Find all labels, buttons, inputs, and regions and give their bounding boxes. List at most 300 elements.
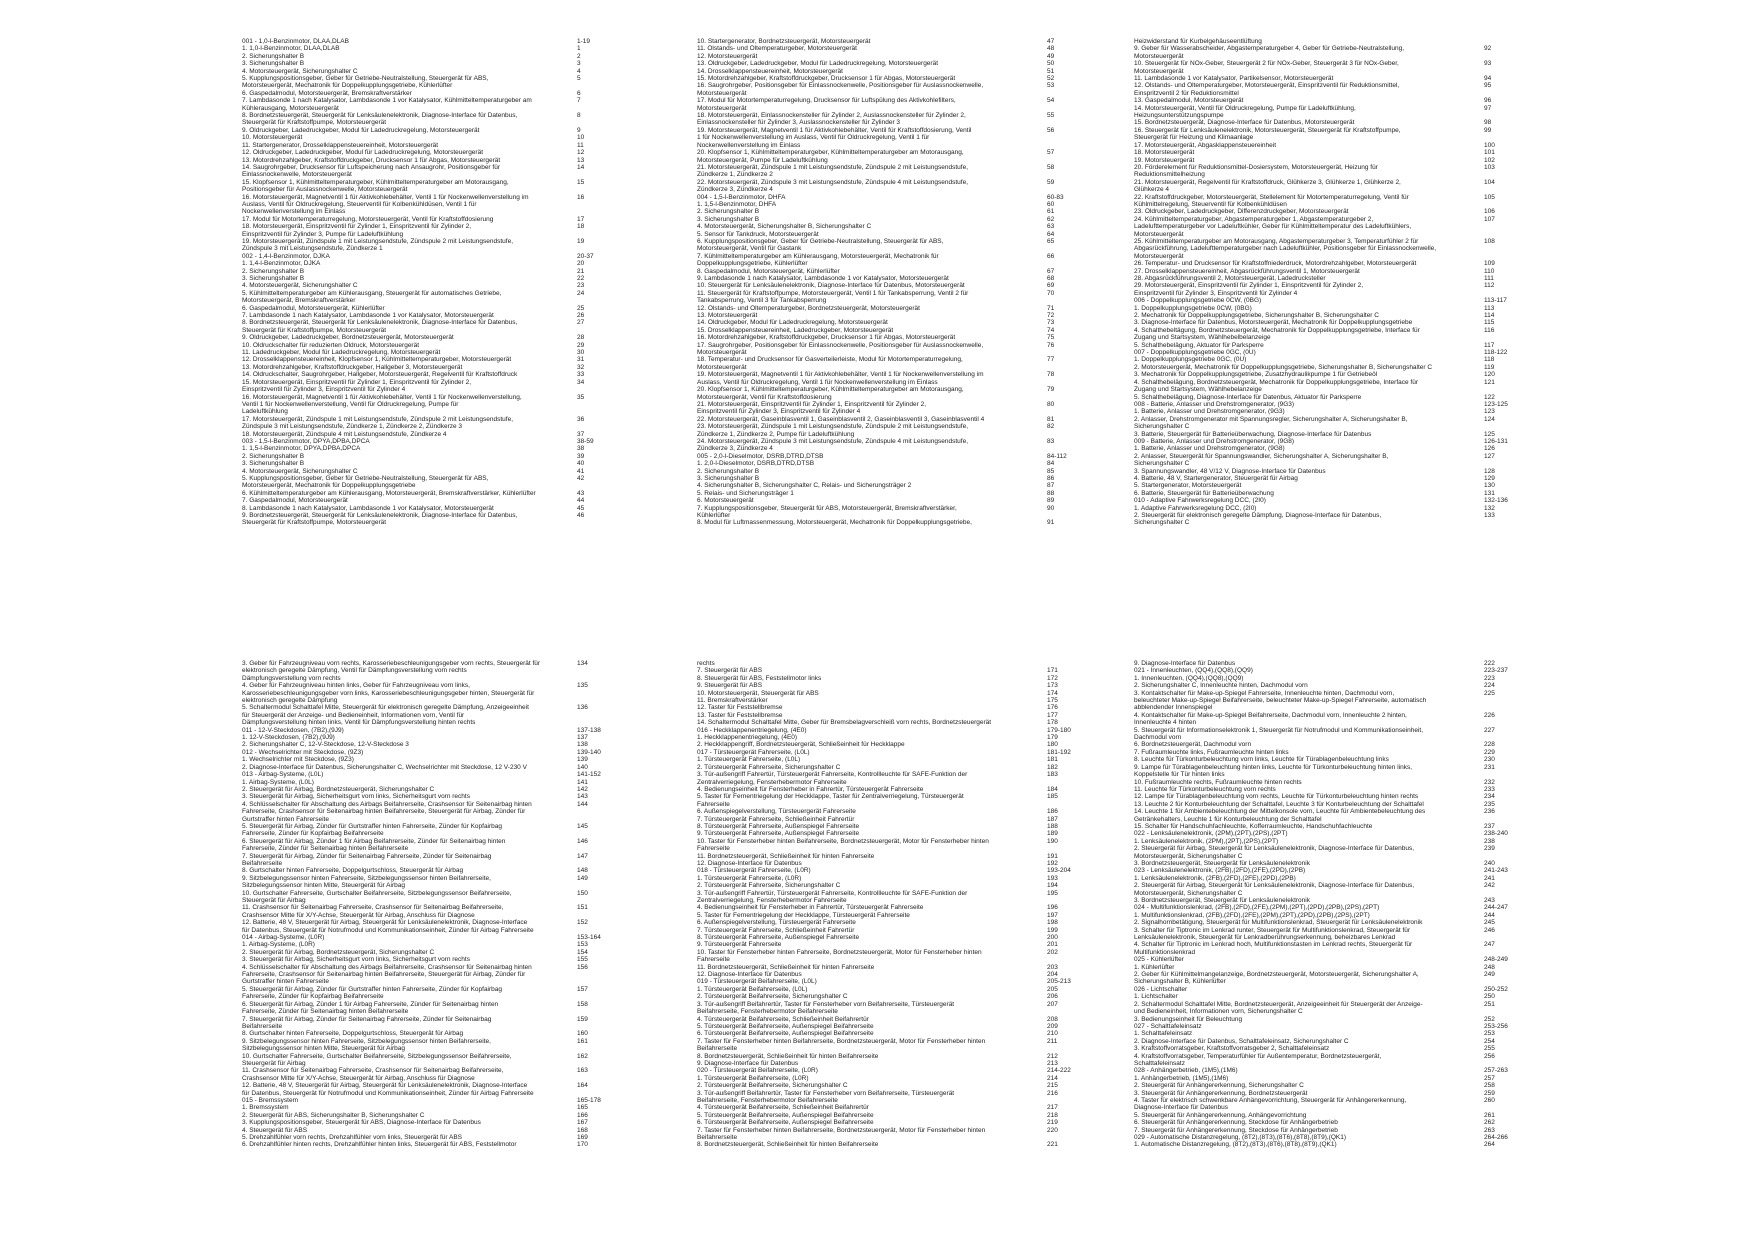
index-entry	[242, 97, 622, 104]
entry-page-number: 220	[1047, 1126, 1058, 1134]
index-entry	[242, 468, 622, 475]
index-entry	[242, 60, 622, 67]
entry-page-number: 169	[577, 1134, 588, 1141]
entry-text: 8. Gurtschalter hinten Fahrerseite, Doppelgurtschloss, Steuergerät für Airbag	[242, 1030, 464, 1038]
index-entry	[1134, 1008, 1529, 1015]
index-entry	[1134, 808, 1529, 815]
entry-text: 6. Türsteuergerät Beifahrerseite, Außenspiegel Beifahrerseite	[697, 1030, 874, 1038]
entry-text: 027 - Schalttafeleinsatz	[1134, 1022, 1202, 1030]
index-entry	[242, 675, 622, 682]
index-entry	[242, 816, 622, 823]
entry-page-number: 236	[1484, 808, 1495, 816]
entry-page-number: 230	[1484, 756, 1495, 764]
index-entry	[697, 1053, 1092, 1060]
entry-text: 1. 12-V-Steckdosen, (7B2),(9J9)	[242, 734, 335, 742]
index-entry	[1134, 312, 1529, 319]
entry-text: 8. Bordnetzsteuergerät, Steuergerät für Lenksäulenelektronik, Diagnose-Interface für Datenbus,	[242, 319, 518, 327]
entry-page-number: 206	[1047, 993, 1058, 1001]
entry-page-number: 104	[1484, 178, 1495, 186]
entry-text: 12. Batterie, 48 V, Steuergerät für Airbag, Steuergerät für Lenksäulenelektronik, Diagnose-Interface	[242, 1082, 528, 1090]
index-entry	[697, 445, 1092, 452]
entry-page-number: 28	[577, 334, 585, 342]
index-entry	[242, 682, 622, 689]
index-entry	[1134, 897, 1529, 904]
entry-page-number: 54	[1047, 97, 1055, 105]
entry-text: 3. Bordnetzsteuergerät, Steuergerät für Lenksäulenelektronik	[1134, 897, 1310, 904]
entry-text: 026 - Lichtschalter	[1134, 985, 1188, 993]
entry-page-number: 245	[1484, 919, 1495, 927]
entry-text: 23. Öldruckgeber, Ladedruckgeber, Differenzdruckgeber, Motorsteuergerät	[1134, 208, 1349, 216]
index-entry	[242, 978, 622, 985]
index-entry	[697, 904, 1092, 911]
entry-text: 2. Steuergerät für Airbag, Bordnetzsteuergerät, Sicherungshalter C	[242, 948, 435, 956]
index-entry	[1134, 342, 1529, 349]
entry-page-number	[1047, 779, 1092, 786]
entry-page-number	[577, 208, 622, 215]
entry-page-number: 232	[1484, 778, 1495, 786]
entry-text: Steuergerät für Kraftstoffpumpe, Motorsteuergerät	[242, 519, 387, 527]
entry-text: 1. 1,0-l-Benzinmotor, DLAA,DLAB	[242, 45, 340, 53]
index-entry	[242, 971, 622, 978]
entry-text: 22. Kraftstoffdruckgeber, Motorsteuergerät, Stellelement für Motortemperaturregelung, Ventil für	[1134, 193, 1409, 201]
entry-page-number: 67	[1047, 267, 1055, 275]
index-entry	[697, 312, 1092, 319]
entry-page-number: 190	[1047, 837, 1058, 845]
entry-text: 16. Motorsteuergerät, Magnetventil 1 für Aktivkohlebehälter, Ventil 1 für Nockenwellenverstellung,	[242, 393, 522, 401]
entry-page-number: 10	[577, 134, 585, 142]
index-entry	[242, 68, 622, 75]
entry-page-number: 237	[1484, 822, 1495, 830]
entry-text: 2. Türsteuergerät Fahrerseite, Sicherungshalter C	[697, 763, 841, 771]
entry-page-number: 124	[1484, 415, 1495, 423]
entry-text: 18. Temperatur- und Drucksensor für Gasverteilerleiste, Modul für Motortemperaturregelung,	[697, 356, 963, 364]
entry-page-number	[1484, 423, 1529, 430]
entry-text: 2. Sicherungshalter B	[242, 452, 305, 460]
index-entry	[1134, 334, 1529, 341]
entry-text: 2. Sicherungshalter B	[242, 52, 305, 60]
entry-page-number: 257	[1484, 1074, 1495, 1082]
index-entry	[242, 512, 622, 519]
entry-text: 3. Sicherungshalter B	[697, 215, 760, 223]
entry-text: Zündspule 3 mit Leistungsendstufe, Zündkerze 1, Zündkerze 2, Zündkerze 3	[242, 423, 463, 431]
entry-page-number: 165-178	[577, 1096, 601, 1104]
index-entry	[697, 964, 1092, 971]
entry-text: 7. Steuergerät für Anhängererkennung, Steckdose für Anhängerbetrieb	[1134, 1126, 1338, 1134]
entry-page-number: 59	[1047, 178, 1055, 186]
entry-page-number	[1047, 297, 1092, 304]
entry-text: elektronisch geregelte Dämpfung	[242, 697, 338, 705]
entry-text: Dachmodul vorn	[1134, 734, 1182, 742]
index-entry	[1134, 349, 1529, 356]
entry-text: 1. 1,5-l-Benzinmotor, DHFA	[697, 200, 777, 208]
entry-text: 3. Tür-außengriff Fahrertür, Türsteuergerät Fahrerseite, Kontrollleuchte für SAFE-Funktion der	[697, 771, 968, 779]
entry-page-number: 217	[1047, 1104, 1058, 1112]
entry-page-number: 139-140	[577, 748, 601, 756]
index-entry	[242, 756, 622, 763]
index-entry	[242, 223, 622, 230]
entry-page-number	[1047, 134, 1092, 141]
index-entry	[1134, 482, 1529, 489]
entry-page-number: 12	[577, 149, 585, 157]
index-entry	[697, 282, 1092, 289]
entry-text: 4. Schlüsselschalter für Abschaltung des Airbags Beifahrerseite, Crashsensor für Seitenairbag hinten	[242, 800, 532, 808]
entry-text: 6. Türsteuergerät Beifahrerseite, Außenspiegel Beifahrerseite	[697, 1119, 874, 1127]
entry-text: 14. Schaltermodul Schalttafel Mitte, Geber für Bremsbelagverschleiß vorn rechts, Bordnetzsteuergerät	[697, 719, 992, 727]
entry-text: 18. Motorsteuergerät	[1134, 149, 1195, 157]
entry-page-number: 112	[1484, 282, 1495, 290]
entry-page-number: 126-131	[1484, 437, 1508, 445]
entry-text: 19. Motorsteuergerät	[1134, 156, 1195, 164]
entry-page-number: 222	[1484, 660, 1495, 667]
index-entry	[697, 112, 1092, 119]
entry-text: 11. Bordnetzsteuergerät, Schließeinheit für hinten Fahrerseite	[697, 852, 875, 860]
index-entry	[697, 149, 1092, 156]
entry-text: 1. Anhängerbetrieb, (1M5),(1M6)	[1134, 1074, 1229, 1082]
index-entry	[697, 1141, 1092, 1148]
entry-text: 1. Lichtschalter	[1134, 993, 1178, 1001]
entry-text: 12. Drosselklappensteuereinheit, Klopfsensor 1, Kühlmitteltemperaturgeber, Motorsteuergerät	[242, 356, 512, 364]
entry-page-number: 93	[1484, 60, 1492, 68]
entry-text: 2. Steuergerät für Airbag, Bordnetzsteuergerät, Sicherungshalter C	[242, 785, 435, 793]
entry-text: 3. Tür-außengriff Fahrertür, Türsteuergerät Fahrerseite, Kontrollleuchte für SAFE-Funktion der	[697, 889, 968, 897]
entry-page-number: 60-83	[1047, 193, 1064, 201]
entry-text: 2. Steuergerät für Airbag, Steuergerät für Lenksäulenelektronik, Diagnose-Interface für Datenbus,	[1134, 845, 1415, 853]
entry-text: 6. Steuergerät für Airbag, Zünder 1 für Airbag Beifahrerseite, Zünder für Seitenairbag hinten	[242, 837, 506, 845]
entry-page-number	[1047, 845, 1092, 852]
entry-page-number: 66	[1047, 252, 1055, 260]
index-entry	[1134, 68, 1529, 75]
index-entry	[242, 38, 622, 45]
index-entry	[242, 1097, 622, 1104]
entry-page-number	[577, 808, 622, 815]
index-entry	[242, 238, 622, 245]
entry-page-number: 188	[1047, 822, 1058, 830]
entry-page-number: 212	[1047, 1052, 1058, 1060]
index-entry	[242, 282, 622, 289]
index-entry	[1134, 253, 1529, 260]
entry-text: 022 - Lenksäulenelektronik, (2PM),(2PT),(2PS),(2PT)	[1134, 830, 1288, 838]
entry-text: 5. Steuergerät für Airbag, Zünder für Gurtstraffer hinten Fahrerseite, Zünder für Kopfairbag	[242, 822, 503, 830]
entry-text: 7. Taster für Fensterheber hinten Beifahrerseite, Bordnetzsteuergerät, Motor für Fensterheber hinten	[697, 1126, 986, 1134]
entry-page-number	[1047, 431, 1092, 438]
index-entry	[697, 845, 1092, 852]
entry-text: Sicherungshalter C	[1134, 460, 1190, 468]
entry-page-number: 76	[1047, 341, 1055, 349]
index-entry	[242, 342, 622, 349]
entry-page-number	[1047, 1045, 1092, 1052]
entry-page-number: 166	[577, 1111, 588, 1119]
index-entry	[242, 927, 622, 934]
entry-page-number: 126	[1484, 445, 1495, 453]
index-entry	[242, 882, 622, 889]
index-entry	[697, 956, 1092, 963]
entry-page-number	[577, 408, 622, 415]
entry-text: 3. Steuergerät für Airbag, Sicherheitsgurt vorn links, Sicherheitsgurt vorn rechts	[242, 956, 470, 964]
entry-page-number	[1484, 697, 1529, 704]
index-entry	[242, 1127, 622, 1134]
entry-text: 13. Gaspedalmodul, Motorsteuergerät	[1134, 97, 1244, 105]
entry-text: 5. Steuergerät für Informationselektronik 1, Steuergerät für Notrufmodul und Kommunikationseinheit,	[1134, 726, 1424, 734]
entry-text: 4. Kontaktschalter für Make-up-Spiegel Beifahrerseite, Dachmodul vorn, Innenleuchte 2 hinten,	[1134, 711, 1407, 719]
index-entry	[1134, 1067, 1529, 1074]
index-entry	[1134, 719, 1529, 726]
entry-page-number: 233	[1484, 785, 1495, 793]
index-column	[242, 38, 622, 527]
entry-page-number: 100	[1484, 141, 1495, 149]
entry-page-number	[1047, 171, 1092, 178]
entry-page-number: 6	[577, 89, 581, 97]
entry-page-number: 203	[1047, 963, 1058, 971]
entry-page-number: 227	[1484, 726, 1495, 734]
index-entry	[1134, 149, 1529, 156]
entry-text: Koppelstelle für Tür hinten links	[1134, 771, 1225, 779]
index-entry	[697, 793, 1092, 800]
index-entry	[242, 1030, 622, 1037]
entry-text: 011 - 12-V-Steckdosen, (7B2),(9J9)	[242, 726, 344, 734]
entry-page-number: 16	[577, 193, 585, 201]
entry-text: Fahrerseite	[697, 800, 730, 808]
index-entry	[242, 697, 622, 704]
entry-page-number: 198	[1047, 919, 1058, 927]
entry-page-number: 83	[1047, 437, 1055, 445]
index-entry	[697, 1023, 1092, 1030]
entry-text: beleuchteter Make-up-Spiegel Beifahrerseite, beleuchteter Make-up-Spiegel Fahrerseite, automatisch	[1134, 697, 1427, 705]
index-entry	[697, 423, 1092, 430]
index-entry	[697, 1038, 1092, 1045]
index-entry	[242, 1053, 622, 1060]
entry-text: 19. Motorsteuergerät, Magnetventil 1 für Aktivkohlebehälter, Ventil für Kraftstoffdosierung, Ventil	[697, 126, 972, 134]
index-entry	[242, 312, 622, 319]
index-entry	[1134, 431, 1529, 438]
entry-page-number	[1484, 978, 1529, 985]
entry-text: 7. Kupplungspositionsgeber, Steuergerät für ABS, Motorsteuergerät, Bremskraftverstärker,	[697, 504, 957, 512]
entry-text: Einspritzventil für Zylinder 3, Pumpe für Ladeluftkühlung	[242, 230, 404, 238]
entry-text: Fahrerseite, Zünder für Kopfairbag Beifahrerseite	[242, 993, 384, 1001]
index-entry	[1134, 423, 1529, 430]
entry-text: Fahrerseite, Zünder für Seitenairbag hinten Beifahrerseite	[242, 845, 409, 853]
entry-page-number: 2	[577, 52, 581, 60]
entry-text: Zentralverriegelung, Fensterhebermotor Fahrerseite	[697, 897, 847, 904]
entry-page-number: 24	[577, 289, 585, 297]
index-entry	[242, 349, 622, 356]
entry-page-number: 152	[577, 919, 588, 927]
entry-page-number	[1484, 245, 1529, 252]
index-entry	[697, 734, 1092, 741]
entry-text: Fahrerseite, Crashsensor für Seitenairbag hinten Beifahrerseite, Steuergerät für Airbag, Zünder für	[242, 971, 526, 979]
entry-page-number	[1484, 704, 1529, 711]
index-entry	[1134, 667, 1529, 674]
entry-text: 1. Airbag-Systeme, (L0L)	[242, 778, 314, 786]
index-entry	[1134, 853, 1529, 860]
entry-text: 24. Motorsteuergerät, Zündspule 3 mit Leistungsendstufe, Zündspule 4 mit Leistungsendstufe,	[697, 437, 968, 445]
index-entry	[697, 356, 1092, 363]
entry-text: 3. Sicherungshalter B	[242, 60, 305, 68]
entry-text: Einlassnockensteller für Zylinder 3, Auslassnockensteller für Zylinder 3	[697, 119, 901, 127]
entry-text: Motorsteuergerät, Ventil für Gastank	[697, 245, 802, 253]
entry-text: abblendender Innenspiegel	[1134, 704, 1213, 712]
entry-page-number: 17	[577, 215, 585, 223]
index-entry	[697, 431, 1092, 438]
entry-page-number: 63	[1047, 223, 1055, 231]
entry-page-number: 239	[1484, 845, 1495, 853]
entry-text: Auslass, Ventil für Öldruckregelung, Steuerventil für Kolbenkühldüsen, Ventil 1 für	[242, 200, 477, 208]
entry-text: 15. Klopfsensor 1, Kühlmitteltemperaturgeber, Kühlmitteltemperaturgeber am Motorausgang,	[242, 178, 509, 186]
entry-text: 5. Steuergerät für Airbag, Zünder für Gurtstraffer hinten Fahrerseite, Zünder für Kopfairbag	[242, 985, 503, 993]
entry-page-number	[1484, 231, 1529, 238]
index-entry	[242, 1001, 622, 1008]
entry-text: 002 - 1,4-l-Benzinmotor, DJKA	[242, 252, 330, 260]
entry-page-number: 58	[1047, 163, 1055, 171]
index-entry	[1134, 208, 1529, 215]
entry-page-number: 181-192	[1047, 748, 1071, 756]
entry-page-number: 132	[1484, 504, 1495, 512]
index-entry	[697, 986, 1092, 993]
entry-text: Fahrerseite, Zünder für Kopfairbag Beifahrerseite	[242, 830, 384, 838]
entry-text: Beifahrerseite, Fensterhebermotor Beifahrerseite	[697, 1008, 838, 1016]
entry-page-number: 33	[577, 371, 585, 379]
index-entry	[242, 334, 622, 341]
entry-text: 2. Steuergerät für elektronisch geregelte Dämpfung, Diagnose-Interface für Datenbus,	[1134, 512, 1382, 519]
entry-text: 023 - Lenksäulenelektronik, (2FB),(2FD),(2FE),(2PD),(2PB)	[1134, 867, 1306, 875]
index-entry	[1134, 157, 1529, 164]
index-entry	[697, 394, 1092, 401]
index-entry	[1134, 97, 1529, 104]
entry-text: Zündspule 3 mit Leistungsendstufe, Zündkerze 1	[242, 245, 383, 253]
index-entry	[242, 793, 622, 800]
index-entry	[1134, 408, 1529, 415]
index-entry	[242, 208, 622, 215]
entry-page-number: 214	[1047, 1074, 1058, 1082]
index-entry	[1134, 119, 1529, 126]
index-entry	[242, 712, 622, 719]
entry-page-number	[577, 482, 622, 489]
index-entry	[242, 875, 622, 882]
entry-text: 12. Ölstands- und Öltemperaturgeber, Bordnetzsteuergerät, Motorsteuergerät	[697, 304, 920, 312]
entry-page-number	[577, 171, 622, 178]
index-entry	[697, 941, 1092, 948]
index-entry	[697, 919, 1092, 926]
index-entry	[1134, 1060, 1529, 1067]
entry-text: 005 - 2,0-l-Dieselmotor, DSRB,DTRD,DTSB	[697, 452, 824, 460]
index-entry	[697, 786, 1092, 793]
entry-page-number: 115	[1484, 319, 1495, 327]
entry-text: Nockenwellenverstellung im Einlass	[242, 208, 346, 216]
index-entry	[242, 1045, 622, 1052]
entry-page-number: 258	[1484, 1082, 1495, 1090]
entry-page-number: 205-213	[1047, 978, 1071, 986]
index-entry	[242, 127, 622, 134]
entry-text: Zündkerze 1, Zündkerze 2	[697, 171, 773, 179]
index-entry	[242, 719, 622, 726]
entry-text: 3. Bordnetzsteuergerät, Steuergerät für Lenksäulenelektronik	[1134, 859, 1310, 867]
entry-text: Gurtstraffer hinten Fahrerseite	[242, 815, 329, 823]
index-entry	[697, 75, 1092, 82]
entry-page-number	[1484, 816, 1529, 823]
entry-page-number	[1484, 223, 1529, 230]
index-entry	[242, 764, 622, 771]
entry-page-number: 144	[577, 800, 588, 808]
index-entry	[697, 490, 1092, 497]
entry-text: 15. Schalter für Handschuhfachleuchte, Kofferraumleuchte, Handschuhfachleuchte	[1134, 822, 1373, 830]
index-entry	[242, 808, 622, 815]
entry-text: 7. Lambdasonde 1 nach Katalysator, Lambdasonde 1 vor Katalysator, Motorsteuergerät	[242, 312, 494, 320]
entry-page-number	[577, 816, 622, 823]
entry-text: Crashsensor Mitte für X/Y-Achse, Steuergerät für Airbag, Anschluss für Diagnose	[242, 911, 475, 919]
entry-text: 4. Bedienungseinheit für Fensterheber in Fahrertür, Türsteuergerät Fahrerseite	[697, 904, 924, 912]
entry-page-number	[1047, 379, 1092, 386]
index-entry	[697, 260, 1092, 267]
entry-page-number: 82	[1047, 423, 1055, 431]
entry-page-number: 263	[1484, 1126, 1495, 1134]
entry-page-number: 155	[577, 956, 588, 964]
index-entry	[242, 801, 622, 808]
index-entry	[242, 867, 622, 874]
entry-text: 3. Kontaktschalter für Make-up-Spiegel Fahrerseite, Innenleuchte hinten, Dachmodul vorn,	[1134, 689, 1395, 697]
entry-page-number: 49	[1047, 52, 1055, 60]
entry-page-number: 158	[577, 1000, 588, 1008]
entry-text: 5. Kupplungspositionsgeber, Geber für Getriebe-Neutralstellung, Steuergerät für ABS,	[242, 474, 489, 482]
entry-page-number	[577, 993, 622, 1000]
entry-page-number	[1484, 334, 1529, 341]
entry-page-number	[1484, 186, 1529, 193]
index-entry	[1134, 297, 1529, 304]
entry-text: für Steuergerät der Anzeige- und Bedieneinheit, Informationen vorn, Ventil für	[242, 711, 465, 719]
entry-text: 25. Kühlmitteltemperaturgeber am Motorausgang, Abgastemperaturgeber 3, Temperaturfühler 2 für	[1134, 237, 1419, 245]
entry-page-number	[1047, 897, 1092, 904]
entry-page-number: 153	[577, 941, 588, 949]
entry-page-number: 65	[1047, 237, 1055, 245]
entry-page-number: 5	[577, 75, 581, 83]
index-entry	[242, 119, 622, 126]
entry-page-number: 32	[577, 363, 585, 371]
index-entry	[697, 741, 1092, 748]
entry-page-number: 80	[1047, 400, 1055, 408]
entry-text: 020 - Türsteuergerät Beifahrerseite, (L0R)	[697, 1067, 818, 1075]
entry-text: 5. Kühlmitteltemperaturgeber am Kühlerausgang, Steuergerät für automatisches Getriebe,	[242, 289, 502, 297]
index-entry	[1134, 134, 1529, 141]
entry-page-number	[1484, 90, 1529, 97]
entry-text: Auslass, Ventil für Öldruckregelung, Ventil 1 für Nockenwellenverstellung im Einlass	[697, 378, 938, 386]
entry-text: 5. Taster für Fernentriegelung der Heckklappe, Türsteuergerät Fahrerseite	[697, 911, 910, 919]
entry-page-number: 148	[577, 867, 588, 875]
entry-text: 7. Steuergerät für Airbag, Zünder für Seitenairbag Fahrerseite, Zünder für Seitenairbag	[242, 1015, 492, 1023]
index-entry	[1134, 282, 1529, 289]
entry-text: 10. Steuergerät für Lenksäulenelektronik, Diagnose-Interface für Datenbus, Motorsteuergerät	[697, 282, 965, 290]
index-entry	[697, 882, 1092, 889]
entry-text: 2. Steuergerät für Anhängererkennung, Sicherungshalter C	[1134, 1082, 1304, 1090]
index-entry	[1134, 179, 1529, 186]
entry-page-number	[1484, 171, 1529, 178]
entry-page-number: 134	[577, 660, 588, 667]
entry-text: Zündkerze 3, Zündkerze 4	[697, 186, 773, 194]
entry-page-number: 20-37	[577, 252, 594, 260]
index-entry	[1134, 142, 1529, 149]
entry-text: 8. Türsteuergerät Fahrerseite, Außenspiegel Fahrerseite	[697, 934, 860, 942]
index-entry	[1134, 460, 1529, 467]
entry-page-number	[1047, 119, 1092, 126]
entry-page-number: 193	[1047, 874, 1058, 882]
entry-page-number	[1047, 245, 1092, 252]
entry-text: 1. Doppelkupplungsgetriebe 0GC, (0U)	[1134, 356, 1247, 364]
entry-text: 13. Leuchte 2 für Konturbeleuchtung der Schalttafel, Leuchte 3 für Konturbeleuchtung der Schalttafel	[1134, 800, 1424, 808]
index-entry	[697, 838, 1092, 845]
index-entry	[1134, 956, 1529, 963]
index-entry	[242, 112, 622, 119]
index-entry	[697, 1067, 1092, 1074]
entry-text: 5. Schalthebelägung, Diagnose-Interface für Datenbus, Aktuator für Parksperre	[1134, 393, 1362, 401]
entry-text: Motorsteuergerät	[697, 349, 747, 357]
index-entry	[1134, 1127, 1529, 1134]
